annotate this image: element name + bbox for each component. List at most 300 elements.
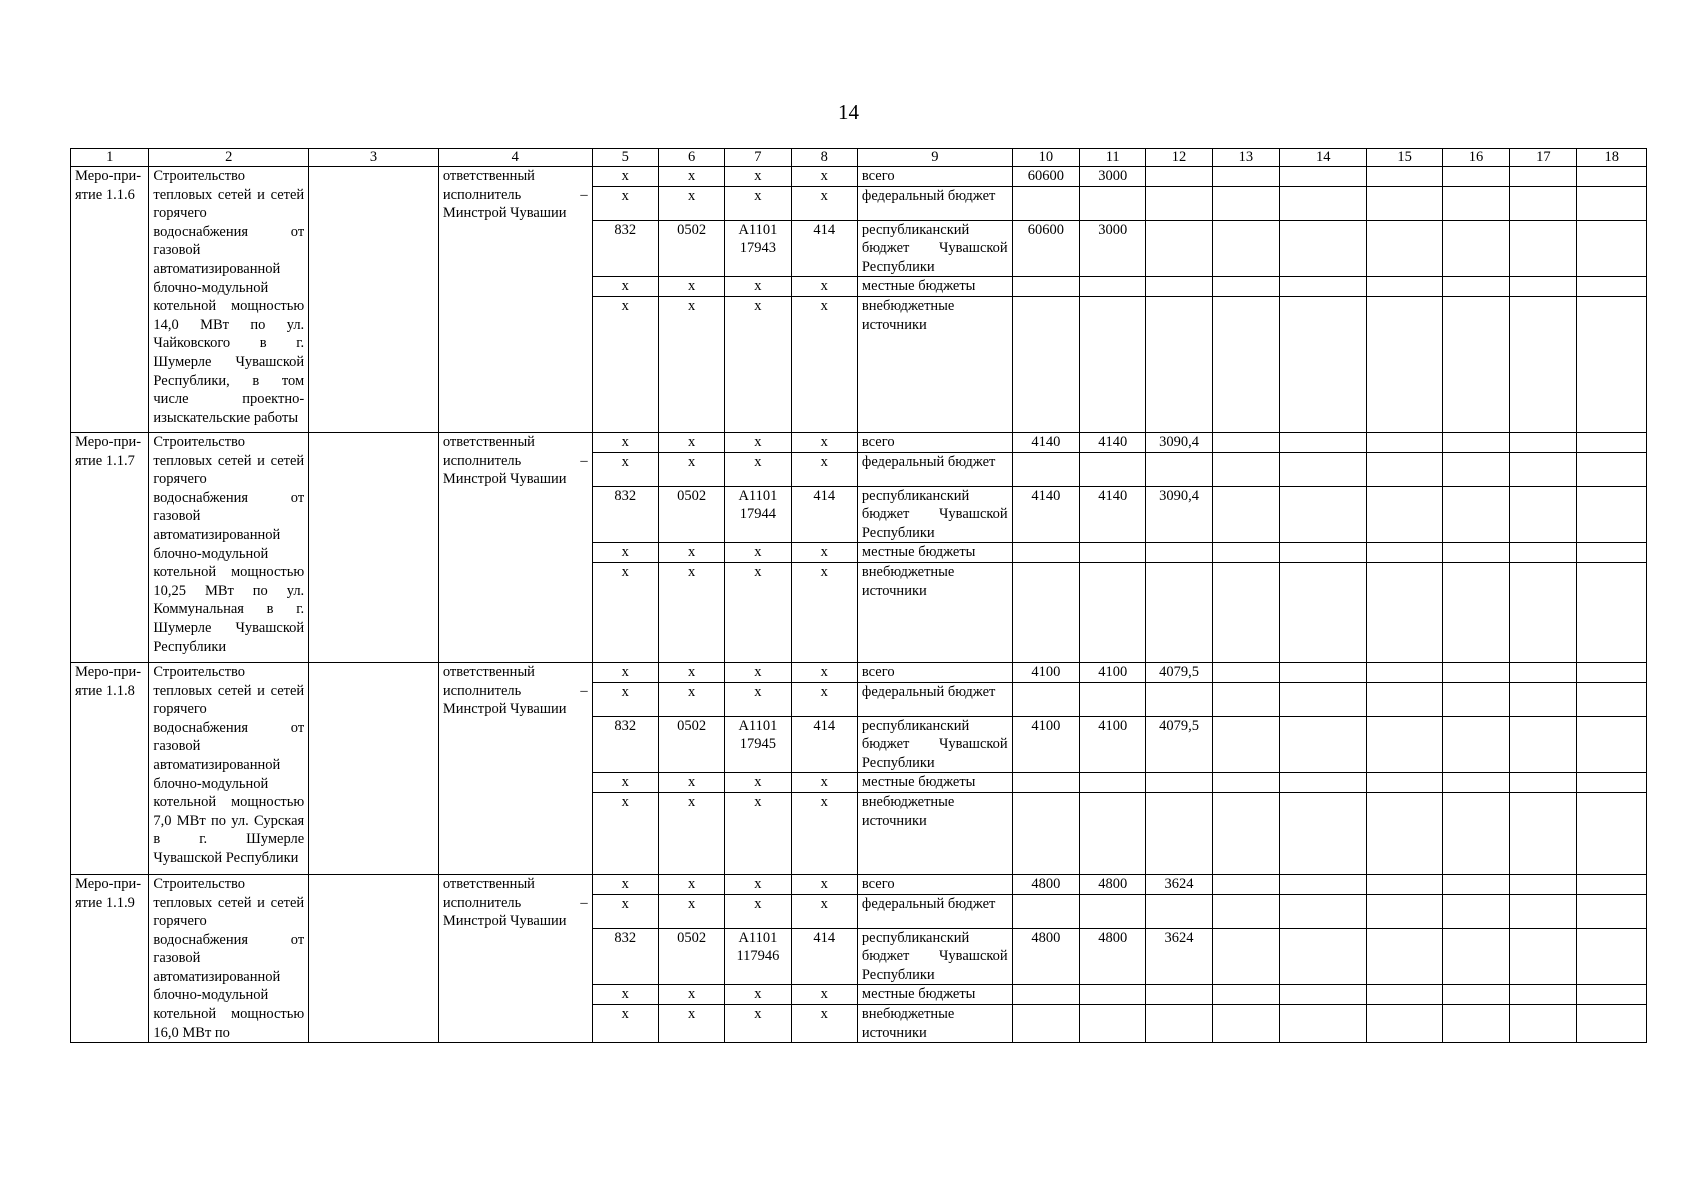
cell-col10: 60600 <box>1012 167 1079 187</box>
cell-col13 <box>1212 1005 1279 1043</box>
cell-col12 <box>1146 452 1212 486</box>
cell-col15 <box>1367 296 1442 432</box>
activity-executor: ответственный исполнитель – Минстрой Чувашии <box>438 167 592 433</box>
cell-col11: 4140 <box>1080 486 1146 543</box>
cell-col17 <box>1510 277 1577 297</box>
cell-col6: 0502 <box>658 486 724 543</box>
cell-col13 <box>1212 296 1279 432</box>
cell-col17 <box>1510 682 1577 716</box>
cell-col7: x <box>725 773 791 793</box>
cell-col11 <box>1080 186 1146 220</box>
cell-col7: x <box>725 562 791 662</box>
header-cell-16: 16 <box>1442 149 1509 167</box>
cell-col5: 832 <box>592 716 658 773</box>
cell-col14 <box>1280 1005 1367 1043</box>
cell-col17 <box>1510 167 1577 187</box>
cell-col5: 832 <box>592 220 658 277</box>
cell-col13 <box>1212 486 1279 543</box>
cell-col5: x <box>592 277 658 297</box>
cell-col17 <box>1510 220 1577 277</box>
cell-col12: 3624 <box>1146 874 1212 894</box>
cell-col16 <box>1442 186 1509 220</box>
cell-col18 <box>1577 562 1647 662</box>
cell-col10 <box>1012 186 1079 220</box>
cell-col8: x <box>791 562 857 662</box>
cell-col12 <box>1146 277 1212 297</box>
header-cell-13: 13 <box>1212 149 1279 167</box>
cell-col17 <box>1510 874 1577 894</box>
table-row <box>71 167 1647 187</box>
cell-col8: x <box>791 874 857 894</box>
cell-col7: x <box>725 1005 791 1043</box>
cell-col10 <box>1012 894 1079 928</box>
cell-col15 <box>1367 543 1442 563</box>
cell-col18 <box>1577 296 1647 432</box>
cell-col8: x <box>791 277 857 297</box>
cell-col10 <box>1012 792 1079 874</box>
cell-col15 <box>1367 452 1442 486</box>
cell-col16 <box>1442 874 1509 894</box>
activity-label: Меро-при-ятие 1.1.8 <box>71 662 149 874</box>
cell-col14 <box>1280 452 1367 486</box>
cell-col12: 3090,4 <box>1146 486 1212 543</box>
activity-label: Меро-при-ятие 1.1.6 <box>71 167 149 433</box>
cell-col15 <box>1367 894 1442 928</box>
table-row <box>71 662 1647 682</box>
cell-col16 <box>1442 432 1509 452</box>
cell-col11 <box>1080 773 1146 793</box>
cell-col5: x <box>592 432 658 452</box>
cell-col10: 4800 <box>1012 874 1079 894</box>
funding-source: республиканский бюджет Чувашской Республики <box>857 486 1012 543</box>
activity-description: Строительство тепловых сетей и сетей горячего водоснабжения от газовой автоматизированной блочно-модульной котельной мощностью 14,0 МВт по ул. Чайковского в г. Шумерле Чувашской Республики, в том числе проектно-изыскательские работы <box>149 167 309 433</box>
cell-col14 <box>1280 562 1367 662</box>
cell-col6: x <box>658 543 724 563</box>
cell-col15 <box>1367 432 1442 452</box>
cell-col14 <box>1280 277 1367 297</box>
header-cell-12: 12 <box>1146 149 1212 167</box>
header-cell-17: 17 <box>1510 149 1577 167</box>
header-cell-5: 5 <box>592 149 658 167</box>
cell-col15 <box>1367 716 1442 773</box>
cell-col5: 832 <box>592 928 658 985</box>
cell-col14 <box>1280 486 1367 543</box>
cell-col15 <box>1367 773 1442 793</box>
cell-col18 <box>1577 716 1647 773</box>
cell-col11: 4100 <box>1080 662 1146 682</box>
cell-col18 <box>1577 928 1647 985</box>
cell-col16 <box>1442 985 1509 1005</box>
cell-col15 <box>1367 486 1442 543</box>
header-cell-3: 3 <box>309 149 439 167</box>
funding-source: местные бюджеты <box>857 277 1012 297</box>
cell-col12 <box>1146 562 1212 662</box>
cell-col16 <box>1442 167 1509 187</box>
cell-col17 <box>1510 186 1577 220</box>
cell-col13 <box>1212 792 1279 874</box>
cell-col5: x <box>592 562 658 662</box>
header-row <box>71 149 1647 167</box>
cell-col12 <box>1146 296 1212 432</box>
cell-col15 <box>1367 792 1442 874</box>
cell-col11 <box>1080 277 1146 297</box>
cell-col17 <box>1510 543 1577 563</box>
header-cell-15: 15 <box>1367 149 1442 167</box>
cell-col14 <box>1280 716 1367 773</box>
funding-source: местные бюджеты <box>857 543 1012 563</box>
cell-col13 <box>1212 562 1279 662</box>
cell-col8: x <box>791 432 857 452</box>
cell-col17 <box>1510 452 1577 486</box>
header-cell-8: 8 <box>791 149 857 167</box>
cell-col16 <box>1442 662 1509 682</box>
cell-col7: x <box>725 874 791 894</box>
activity-description: Строительство тепловых сетей и сетей горячего водоснабжения от газовой автоматизированной блочно-модульной котельной мощностью 7,0 МВт по ул. Сурская в г. Шумерле Чувашской Республики <box>149 662 309 874</box>
cell-col16 <box>1442 928 1509 985</box>
cell-col6: x <box>658 562 724 662</box>
cell-col6: x <box>658 167 724 187</box>
cell-col10 <box>1012 277 1079 297</box>
cell-col8: 414 <box>791 716 857 773</box>
cell-col12 <box>1146 1005 1212 1043</box>
activity-executor: ответственный исполнитель – Минстрой Чувашии <box>438 432 592 662</box>
cell-col7: x <box>725 985 791 1005</box>
funding-source: внебюджетные источники <box>857 296 1012 432</box>
cell-col10: 4100 <box>1012 716 1079 773</box>
cell-col6: x <box>658 682 724 716</box>
cell-col17 <box>1510 432 1577 452</box>
cell-col18 <box>1577 682 1647 716</box>
cell-col7: А1101 17945 <box>725 716 791 773</box>
cell-col11: 4800 <box>1080 874 1146 894</box>
cell-col18 <box>1577 186 1647 220</box>
cell-col8: x <box>791 1005 857 1043</box>
cell-col14 <box>1280 773 1367 793</box>
activity-label: Меро-при-ятие 1.1.7 <box>71 432 149 662</box>
cell-col7: x <box>725 792 791 874</box>
cell-col11 <box>1080 562 1146 662</box>
cell-col14 <box>1280 874 1367 894</box>
cell-col18 <box>1577 220 1647 277</box>
cell-col12 <box>1146 167 1212 187</box>
funding-source: республиканский бюджет Чувашской Республики <box>857 716 1012 773</box>
header-cell-6: 6 <box>658 149 724 167</box>
cell-col11 <box>1080 682 1146 716</box>
cell-col12 <box>1146 985 1212 1005</box>
cell-col6: x <box>658 277 724 297</box>
cell-col16 <box>1442 894 1509 928</box>
cell-col11 <box>1080 792 1146 874</box>
cell-col11 <box>1080 543 1146 563</box>
cell-col8: x <box>791 186 857 220</box>
cell-col17 <box>1510 1005 1577 1043</box>
cell-col13 <box>1212 894 1279 928</box>
cell-col6: x <box>658 874 724 894</box>
cell-col8: x <box>791 296 857 432</box>
cell-col8: x <box>791 662 857 682</box>
cell-col12 <box>1146 543 1212 563</box>
cell-col7: А1101 17943 <box>725 220 791 277</box>
page-number: 14 <box>838 100 859 124</box>
cell-col16 <box>1442 277 1509 297</box>
cell-col8: x <box>791 682 857 716</box>
cell-col13 <box>1212 716 1279 773</box>
cell-col15 <box>1367 682 1442 716</box>
cell-col6: x <box>658 894 724 928</box>
funding-source: внебюджетные источники <box>857 562 1012 662</box>
cell-col16 <box>1442 716 1509 773</box>
cell-col18 <box>1577 1005 1647 1043</box>
cell-col18 <box>1577 985 1647 1005</box>
cell-col5: x <box>592 167 658 187</box>
cell-col12 <box>1146 792 1212 874</box>
header-cell-14: 14 <box>1280 149 1367 167</box>
cell-col17 <box>1510 716 1577 773</box>
cell-col6: x <box>658 296 724 432</box>
activity-label: Меро-при-ятие 1.1.9 <box>71 874 149 1042</box>
cell-col18 <box>1577 874 1647 894</box>
cell-col12 <box>1146 220 1212 277</box>
budget-table <box>70 148 1647 1043</box>
cell-col15 <box>1367 928 1442 985</box>
cell-col18 <box>1577 432 1647 452</box>
funding-source: внебюджетные источники <box>857 1005 1012 1043</box>
cell-col6: x <box>658 452 724 486</box>
funding-source: местные бюджеты <box>857 773 1012 793</box>
activity-executor: ответственный исполнитель – Минстрой Чувашии <box>438 874 592 1042</box>
header-cell-10: 10 <box>1012 149 1079 167</box>
cell-col18 <box>1577 792 1647 874</box>
cell-col6: x <box>658 432 724 452</box>
cell-col13 <box>1212 220 1279 277</box>
cell-col7: x <box>725 432 791 452</box>
cell-col6: x <box>658 985 724 1005</box>
cell-col6: x <box>658 186 724 220</box>
cell-col16 <box>1442 452 1509 486</box>
cell-col13 <box>1212 432 1279 452</box>
cell-col7: x <box>725 452 791 486</box>
cell-col18 <box>1577 894 1647 928</box>
cell-col5: x <box>592 186 658 220</box>
cell-col7: А1101 117946 <box>725 928 791 985</box>
cell-col14 <box>1280 296 1367 432</box>
cell-col8: x <box>791 773 857 793</box>
cell-col8: 414 <box>791 928 857 985</box>
cell-col8: 414 <box>791 486 857 543</box>
cell-col15 <box>1367 167 1442 187</box>
cell-col12: 4079,5 <box>1146 716 1212 773</box>
cell-col6: 0502 <box>658 220 724 277</box>
cell-col17 <box>1510 985 1577 1005</box>
activity-col3 <box>309 874 439 1042</box>
funding-source: республиканский бюджет Чувашской Республики <box>857 928 1012 985</box>
cell-col13 <box>1212 167 1279 187</box>
cell-col17 <box>1510 562 1577 662</box>
cell-col14 <box>1280 167 1367 187</box>
cell-col5: x <box>592 452 658 486</box>
cell-col12: 3090,4 <box>1146 432 1212 452</box>
funding-source: федеральный бюджет <box>857 894 1012 928</box>
header-cell-18: 18 <box>1577 149 1647 167</box>
header-cell-4: 4 <box>438 149 592 167</box>
cell-col6: x <box>658 792 724 874</box>
cell-col10: 60600 <box>1012 220 1079 277</box>
cell-col16 <box>1442 792 1509 874</box>
cell-col18 <box>1577 773 1647 793</box>
cell-col13 <box>1212 452 1279 486</box>
cell-col18 <box>1577 662 1647 682</box>
cell-col14 <box>1280 792 1367 874</box>
cell-col8: x <box>791 985 857 1005</box>
funding-source: всего <box>857 167 1012 187</box>
cell-col5: x <box>592 1005 658 1043</box>
funding-source: федеральный бюджет <box>857 682 1012 716</box>
cell-col5: x <box>592 792 658 874</box>
funding-source: всего <box>857 662 1012 682</box>
activity-col3 <box>309 432 439 662</box>
cell-col6: x <box>658 662 724 682</box>
cell-col16 <box>1442 543 1509 563</box>
activity-description: Строительство тепловых сетей и сетей горячего водоснабжения от газовой автоматизированной блочно-модульной котельной мощностью 10,25 МВт по ул. Коммунальная в г. Шумерле Чувашской Республики <box>149 432 309 662</box>
cell-col7: А1101 17944 <box>725 486 791 543</box>
cell-col7: x <box>725 277 791 297</box>
cell-col12 <box>1146 186 1212 220</box>
cell-col13 <box>1212 985 1279 1005</box>
cell-col10: 4140 <box>1012 486 1079 543</box>
cell-col12 <box>1146 894 1212 928</box>
cell-col5: x <box>592 985 658 1005</box>
cell-col10: 4100 <box>1012 662 1079 682</box>
funding-source: федеральный бюджет <box>857 452 1012 486</box>
cell-col11: 4800 <box>1080 928 1146 985</box>
cell-col5: x <box>592 296 658 432</box>
cell-col14 <box>1280 894 1367 928</box>
cell-col14 <box>1280 928 1367 985</box>
cell-col14 <box>1280 543 1367 563</box>
cell-col11 <box>1080 985 1146 1005</box>
cell-col6: x <box>658 1005 724 1043</box>
cell-col5: x <box>592 543 658 563</box>
cell-col6: x <box>658 773 724 793</box>
funding-source: всего <box>857 432 1012 452</box>
cell-col7: x <box>725 662 791 682</box>
cell-col10 <box>1012 452 1079 486</box>
cell-col7: x <box>725 186 791 220</box>
cell-col16 <box>1442 220 1509 277</box>
cell-col7: x <box>725 682 791 716</box>
cell-col14 <box>1280 432 1367 452</box>
cell-col15 <box>1367 874 1442 894</box>
cell-col13 <box>1212 928 1279 985</box>
cell-col5: x <box>592 773 658 793</box>
cell-col5: x <box>592 662 658 682</box>
header-cell-2: 2 <box>149 149 309 167</box>
cell-col13 <box>1212 682 1279 716</box>
cell-col11 <box>1080 894 1146 928</box>
cell-col11: 3000 <box>1080 220 1146 277</box>
funding-source: федеральный бюджет <box>857 186 1012 220</box>
cell-col11: 3000 <box>1080 167 1146 187</box>
header-cell-11: 11 <box>1080 149 1146 167</box>
cell-col15 <box>1367 277 1442 297</box>
cell-col12 <box>1146 682 1212 716</box>
cell-col15 <box>1367 562 1442 662</box>
funding-source: республиканский бюджет Чувашской Республики <box>857 220 1012 277</box>
activity-col3 <box>309 662 439 874</box>
cell-col14 <box>1280 662 1367 682</box>
table-row <box>71 874 1647 894</box>
cell-col15 <box>1367 1005 1442 1043</box>
cell-col17 <box>1510 296 1577 432</box>
cell-col5: x <box>592 894 658 928</box>
cell-col15 <box>1367 662 1442 682</box>
activity-col3 <box>309 167 439 433</box>
cell-col6: 0502 <box>658 928 724 985</box>
cell-col10 <box>1012 985 1079 1005</box>
cell-col14 <box>1280 985 1367 1005</box>
cell-col11 <box>1080 296 1146 432</box>
cell-col16 <box>1442 562 1509 662</box>
cell-col10 <box>1012 543 1079 563</box>
cell-col12: 3624 <box>1146 928 1212 985</box>
cell-col18 <box>1577 543 1647 563</box>
cell-col8: x <box>791 792 857 874</box>
cell-col13 <box>1212 662 1279 682</box>
funding-source: внебюджетные источники <box>857 792 1012 874</box>
cell-col16 <box>1442 296 1509 432</box>
cell-col10 <box>1012 773 1079 793</box>
cell-col8: x <box>791 894 857 928</box>
table-body <box>71 149 1647 1043</box>
cell-col16 <box>1442 486 1509 543</box>
cell-col13 <box>1212 874 1279 894</box>
cell-col16 <box>1442 682 1509 716</box>
cell-col15 <box>1367 186 1442 220</box>
cell-col14 <box>1280 186 1367 220</box>
cell-col10 <box>1012 562 1079 662</box>
cell-col13 <box>1212 277 1279 297</box>
cell-col6: 0502 <box>658 716 724 773</box>
cell-col7: x <box>725 894 791 928</box>
header-cell-1: 1 <box>71 149 149 167</box>
cell-col10: 4140 <box>1012 432 1079 452</box>
cell-col15 <box>1367 985 1442 1005</box>
activity-description: Строительство тепловых сетей и сетей горячего водоснабжения от газовой автоматизированной блочно-модульной котельной мощностью 16,0 МВт по <box>149 874 309 1042</box>
cell-col5: 832 <box>592 486 658 543</box>
cell-col8: x <box>791 452 857 486</box>
cell-col18 <box>1577 167 1647 187</box>
cell-col7: x <box>725 543 791 563</box>
header-cell-7: 7 <box>725 149 791 167</box>
cell-col7: x <box>725 296 791 432</box>
cell-col10 <box>1012 1005 1079 1043</box>
cell-col13 <box>1212 773 1279 793</box>
cell-col5: x <box>592 682 658 716</box>
funding-source: всего <box>857 874 1012 894</box>
cell-col8: x <box>791 167 857 187</box>
cell-col11 <box>1080 452 1146 486</box>
cell-col10 <box>1012 296 1079 432</box>
table-row <box>71 432 1647 452</box>
cell-col14 <box>1280 682 1367 716</box>
cell-col5: x <box>592 874 658 894</box>
cell-col10: 4800 <box>1012 928 1079 985</box>
cell-col11 <box>1080 1005 1146 1043</box>
header-cell-9: 9 <box>857 149 1012 167</box>
cell-col17 <box>1510 662 1577 682</box>
cell-col12 <box>1146 773 1212 793</box>
cell-col13 <box>1212 186 1279 220</box>
